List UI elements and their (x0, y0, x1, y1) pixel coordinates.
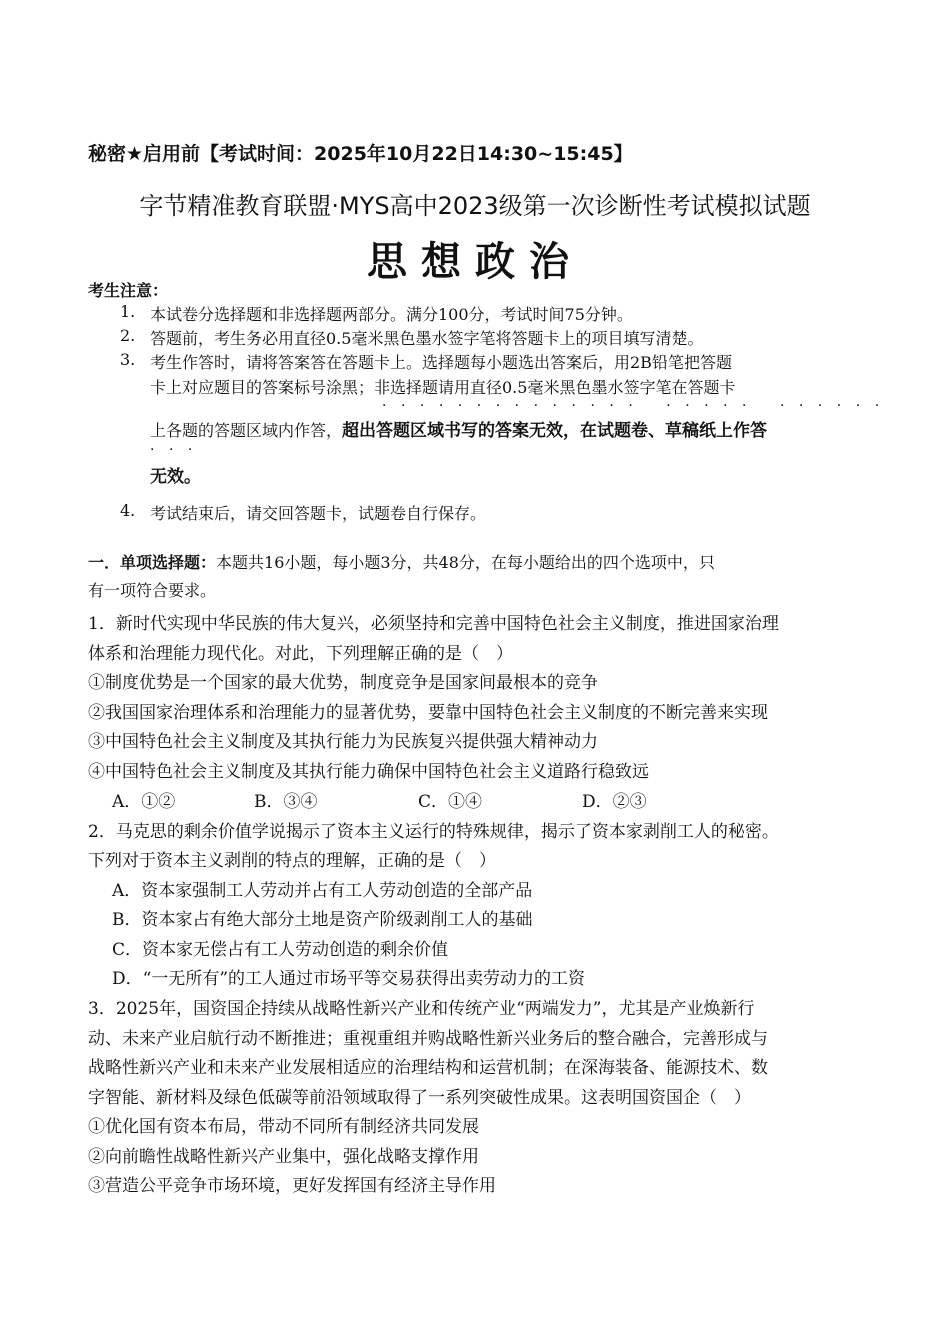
subject-title: 思想政治 (367, 239, 583, 285)
notice-text-4: 考试结束后，请交回答题卡，试题卷自行保存。 (150, 504, 487, 523)
notice-heading: 考生注意： (88, 281, 169, 300)
q1-option-a: A．①② (112, 792, 176, 812)
q1-stem-line2: 体系和治理能力现代化。对此，下列理解正确的是（ ） (88, 644, 513, 664)
q1-item-2: ②我国国家治理体系和治理能力的显著优势，要靠中国特色社会主义制度的不断完善来实现 (88, 703, 768, 723)
q1-option-d: D．②③ (582, 792, 647, 812)
q2-option-c: C．资本家无偿占有工人劳动创造的剩余价值 (112, 940, 449, 960)
q2-option-b: B．资本家占有绝大部分土地是资产阶级剥削工人的基础 (112, 910, 533, 930)
q2-stem-line2: 下列对于资本主义剥削的特点的理解，正确的是（ ） (88, 851, 496, 871)
section1-desc-line1: 本题共16小题，每小题3分，共48分，在每小题给出的四个选项中，只 (216, 553, 715, 572)
notice-text-1: 本试卷分选择题和非选择题两部分。满分100分，考试时间75分钟。 (150, 305, 633, 324)
confidential-header: 秘密★启用前【考试时间：2025年10月22日14:30~15:45】 (88, 143, 633, 165)
q1-item-3: ③中国特色社会主义制度及其执行能力为民族复兴提供强大精神动力 (88, 732, 598, 752)
q3-item-1: ①优化国有资本布局，带动不同所有制经济共同发展 (88, 1117, 479, 1137)
q3-stem-line2: 动、未来产业启航行动不断推进；重视重组并购战略性新兴业务后的整合融合，完善形成与 (88, 1029, 768, 1049)
q1-item-1: ①制度优势是一个国家的最大优势，制度竞争是国家间最根本的竞争 (88, 673, 598, 693)
q1-stem-line1: 1．新时代实现中华民族的伟大复兴，必须坚持和完善中国特色社会主义制度，推进国家治理 (88, 614, 779, 634)
q3-item-3: ③营造公平竞争市场环境，更好发挥国有经济主导作用 (88, 1176, 496, 1196)
notice-text-2: 答题前，考生务必用直径0.5毫米黑色墨水签字笔将答题卡上的项目填写清楚。 (150, 329, 704, 348)
q2-option-a: A．资本家强制工人劳动并占有工人劳动创造的全部产品 (112, 881, 533, 901)
q3-stem-line3: 战略性新兴产业和未来产业发展相适应的治理结构和运营机制；在深海装备、能源技术、数 (88, 1058, 768, 1078)
q1-option-b: B．③④ (254, 792, 318, 812)
notice-num-4: 4. (120, 501, 136, 520)
emphasis-dots-row2: ··· (150, 442, 207, 458)
notice-text-3-line2: 卡上对应题目的答案标号涂黑；非选择题请用直径0.5毫米黑色墨水签字笔在答题卡 (150, 378, 736, 397)
notice-text-3-line4: 无效。 (150, 467, 201, 487)
q2-stem-line1: 2．马克思的剩余价值学说揭示了资本主义运行的特殊规律，揭示了资本家剥削工人的秘密。 (88, 822, 779, 842)
notice-num-2: 2. (120, 326, 136, 345)
section1-heading (88, 550, 715, 573)
section1-label: 一．单项选择题： (88, 553, 217, 572)
q1-item-4: ④中国特色社会主义制度及其执行能力确保中国特色社会主义道路行稳致远 (88, 762, 649, 782)
notice-emphasis: 超出答题区域书写的答案无效，在试题卷、草稿纸上作答 (342, 421, 768, 441)
emphasis-dots-row1: ·············· ····· ······ (382, 398, 894, 414)
notice-text-3-line3 (150, 416, 767, 441)
notice-text-3-line1: 考生作答时，请将答案答在答题卡上。选择题每小题选出答案后，用2B铅笔把答题 (150, 353, 732, 372)
section1-desc-line2: 有一项符合要求。 (88, 581, 217, 600)
q3-stem-line4: 字智能、新材料及绿色低碳等前沿领域取得了一系列突破性成果。这表明国资国企（ ） (88, 1088, 751, 1108)
q1-option-c: C．①④ (418, 792, 483, 812)
q3-item-2: ②向前瞻性战略性新兴产业集中，强化战略支撑作用 (88, 1147, 479, 1167)
notice-num-3: 3. (120, 350, 136, 369)
q3-stem-line1: 3．2025年，国资国企持续从战略性新兴产业和传统产业“两端发力”，尤其是产业焕新行 (88, 999, 755, 1019)
notice-text-3-line3-plain: 上各题的答题区域内作答， (150, 421, 343, 440)
q2-option-d: D．“一无所有”的工人通过市场平等交易获得出卖劳动力的工资 (112, 969, 586, 989)
exam-title: 字节精准教育联盟·MYS高中2023级第一次诊断性考试模拟试题 (139, 192, 811, 220)
notice-num-1: 1. (120, 302, 136, 321)
